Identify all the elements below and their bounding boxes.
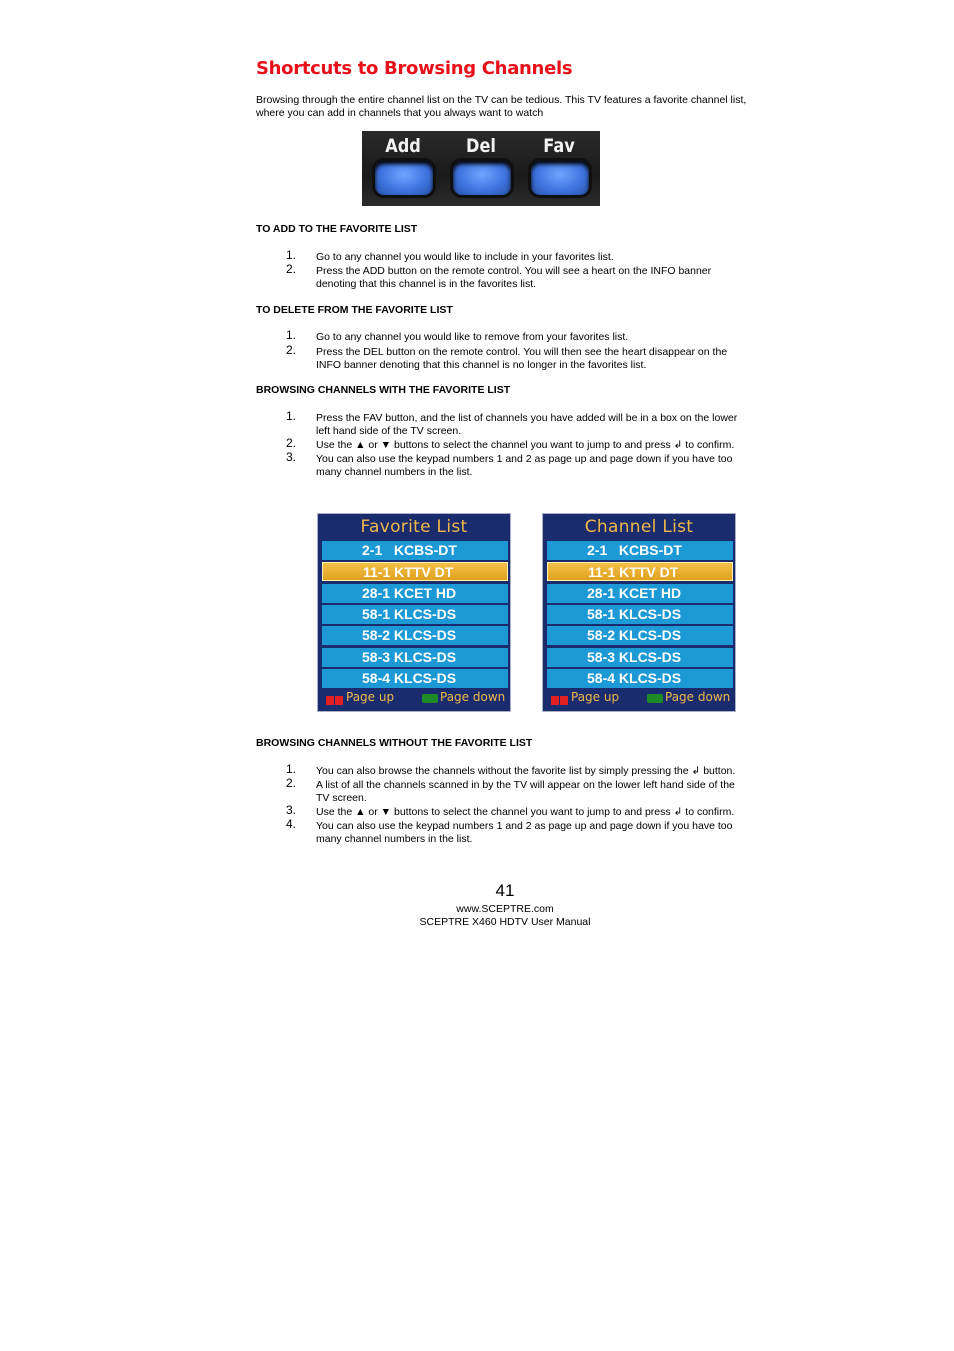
list-item [286,343,751,372]
channel-row[interactable]: 58-3 KLCS-DS [322,648,508,667]
panel-footer [322,690,508,708]
page-down-label: Page down [665,690,731,704]
add-button-label: Add [385,135,421,157]
channel-row[interactable]: 58-4 KLCS-DS [322,669,508,688]
list-item [286,409,751,438]
item-text: Go to any channel you would like to include in your favorites list. [316,251,614,263]
footer-website: www.SCEPTRE.com [456,903,554,915]
item-number: 3. [286,803,297,817]
channel-row[interactable]: 58-1 KLCS-DS [547,605,733,624]
list-item [286,803,751,819]
item-text: Use the ▲ or ▼ buttons to select the channel you want to jump to and press ↲ to confirm. [316,439,735,451]
favorite-list-panel [317,513,511,712]
intro-paragraph: Browsing through the entire channel list on the TV can be tedious. This TV features a favorite channel list, where you can add in channels that you always want to watch [256,94,747,119]
red-key-icon [326,694,344,703]
add-steps-list [286,248,751,291]
item-number: 1. [286,762,297,776]
page-number: 41 [495,881,515,900]
channel-row[interactable]: 2-1 KCBS-DT [322,541,508,560]
item-text: You can also use the keypad numbers 1 and 2 as page up and page down if you have too many channel numbers in the list. [316,820,733,845]
red-key-icon [551,694,569,703]
section-heading-add: TO ADD TO THE FAVORITE LIST [256,223,418,235]
item-number: 4. [286,817,297,831]
without-favorite-steps-list [286,762,751,846]
channel-row[interactable]: 58-2 KLCS-DS [322,626,508,645]
item-number: 1. [286,328,297,342]
channel-row[interactable]: 58-2 KLCS-DS [547,626,733,645]
channel-row[interactable]: 58-3 KLCS-DS [547,648,733,667]
list-item [286,248,751,264]
item-text: Press the FAV button, and the list of channels you have added will be in a box on the lower left hand side of the TV screen. [316,412,738,437]
item-number: 1. [286,248,297,262]
page-up-label: Page up [571,690,620,704]
fav-key [531,161,589,195]
list-item [286,436,751,452]
panel-footer [547,690,733,708]
item-text: You can also browse the channels without the favorite list by simply pressing the ↲ button. [316,765,736,777]
page-up-label: Page up [346,690,395,704]
section-heading-without-favorite: BROWSING CHANNELS WITHOUT THE FAVORITE LIST [256,737,533,749]
page-title: Shortcuts to Browsing Channels [256,58,573,79]
channel-row-selected[interactable]: 11-1 KTTV DT [547,562,733,581]
del-key [453,161,511,195]
item-number: 3. [286,450,297,464]
channel-row[interactable]: 58-4 KLCS-DS [547,669,733,688]
channel-list-panel [542,513,736,712]
channel-row-selected[interactable]: 11-1 KTTV DT [322,562,508,581]
list-item [286,328,751,344]
section-heading-with-favorite: BROWSING CHANNELS WITH THE FAVORITE LIST [256,384,511,396]
list-item [286,450,751,479]
item-number: 1. [286,409,297,423]
channel-row[interactable]: 28-1 KCET HD [547,584,733,603]
channel-row[interactable]: 58-1 KLCS-DS [322,605,508,624]
green-key-icon [647,694,663,703]
item-text: Go to any channel you would like to remove from your favorites list. [316,331,629,343]
list-item [286,776,751,805]
item-number: 2. [286,436,297,450]
fav-button-picture [524,131,594,206]
item-number: 2. [286,343,297,357]
list-item [286,762,751,778]
del-button-label: Del [466,135,496,157]
item-text: Press the ADD button on the remote control. You will see a heart on the INFO banner denoting that this channel is in the favorites list. [316,265,712,290]
list-item [286,817,751,846]
add-key [375,161,433,195]
footer-manual-title: SCEPTRE X460 HDTV User Manual [419,916,591,928]
del-button-picture [446,131,516,206]
fav-button-label: Fav [543,135,575,157]
delete-steps-list [286,328,751,372]
item-text: A list of all the channels scanned in by the TV will appear on the lower left hand side of the TV screen. [316,779,735,804]
item-number: 2. [286,776,297,790]
section-heading-delete: TO DELETE FROM THE FAVORITE LIST [256,304,453,316]
with-favorite-steps-list [286,409,751,479]
item-text: Use the ▲ or ▼ buttons to select the channel you want to jump to and press ↲ to confirm. [316,806,735,818]
page-down-label: Page down [440,690,506,704]
green-key-icon [422,694,438,703]
list-item [286,262,751,291]
item-number: 2. [286,262,297,276]
remote-buttons-photo [362,131,600,206]
add-button-picture [368,131,438,206]
channel-row[interactable]: 28-1 KCET HD [322,584,508,603]
panel-title: Favorite List [360,517,468,537]
item-text: Press the DEL button on the remote control. You will then see the heart disappear on the INFO banner denoting that this channel is no longer in the favorites list. [316,346,728,371]
channel-row[interactable]: 2-1 KCBS-DT [547,541,733,560]
panel-title: Channel List [584,517,694,537]
item-text: You can also use the keypad numbers 1 and 2 as page up and page down if you have too many channel numbers in the list. [316,453,733,478]
